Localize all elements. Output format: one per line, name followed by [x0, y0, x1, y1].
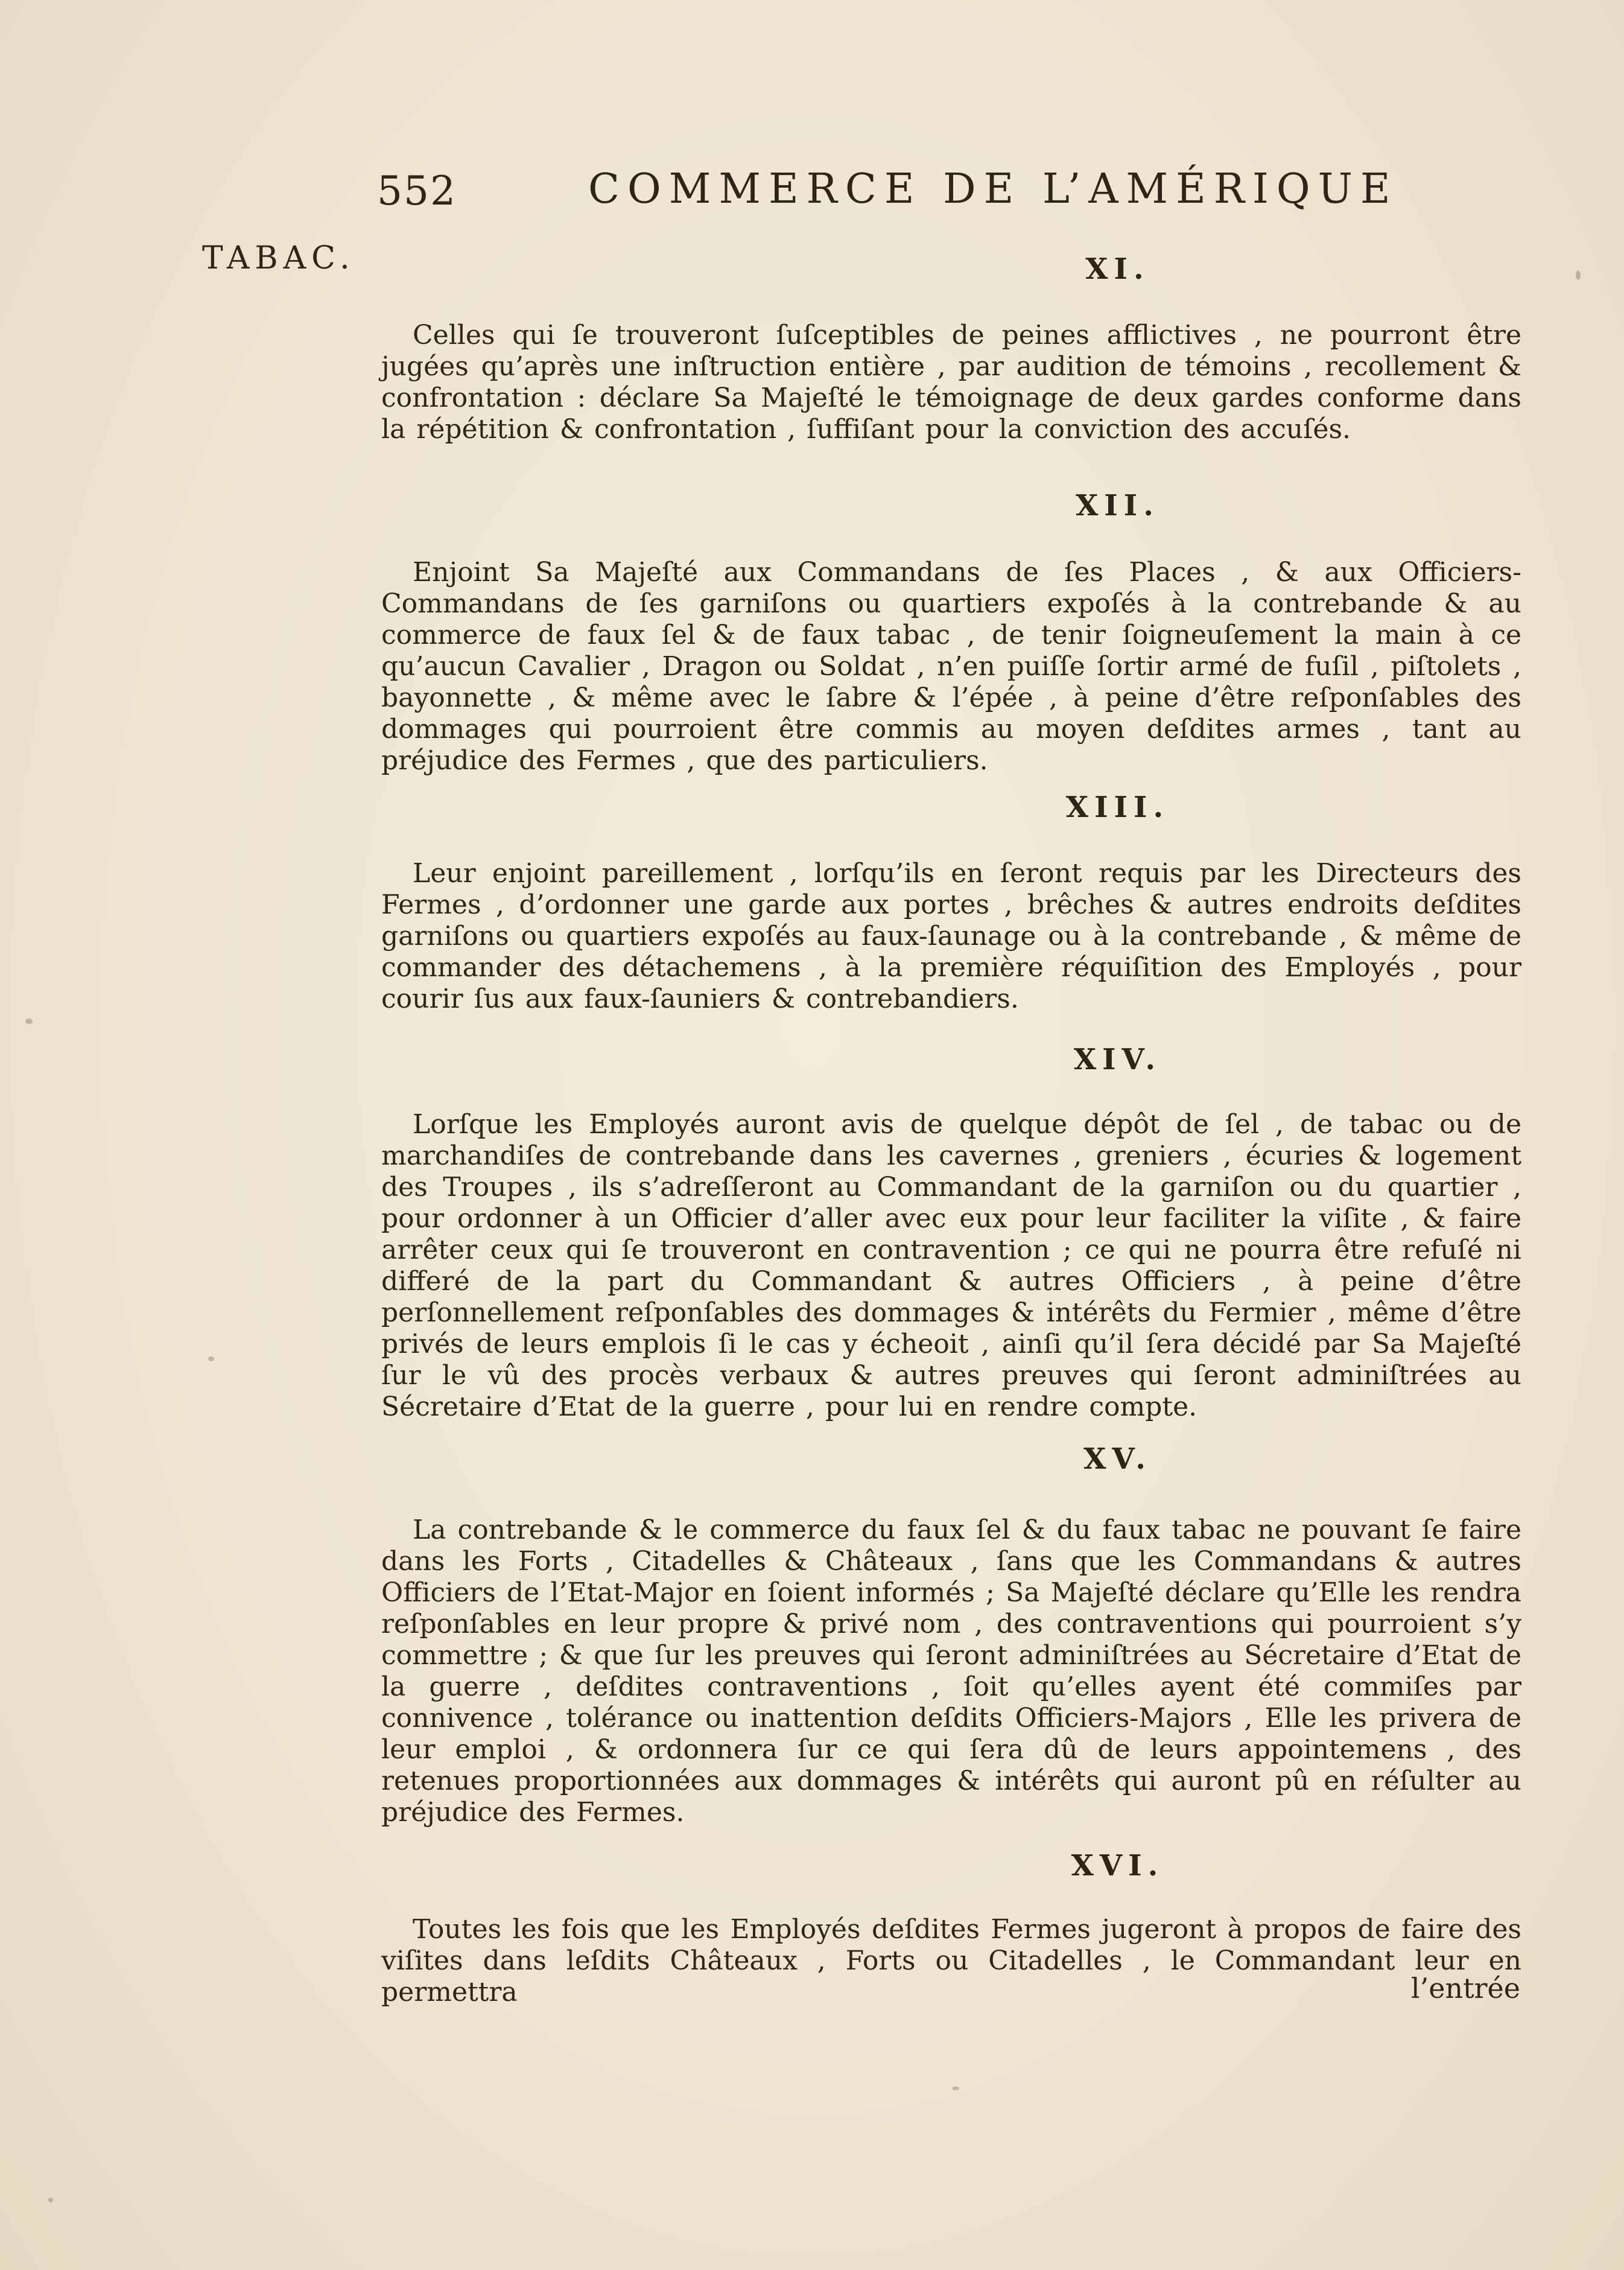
page-number: 552: [377, 168, 457, 214]
article-heading-xiii: XIII.: [1065, 790, 1170, 824]
article-heading-xii: XII.: [1076, 489, 1159, 523]
running-title: COMMERCE DE L’AMÉRIQUE: [588, 165, 1398, 213]
paper-speck: [48, 2198, 53, 2202]
article-text-xi: Celles qui ſe trouveront ſuſceptibles de peines afflictives , ne pourront être jugées qu’après une inſtruction entière , par audition de témoins , recollement & confrontation : déclare Sa Majeſté le témoignage de deux gardes conforme dans la répétition & confrontation , ſuffiſant pour la conviction des accuſés.: [381, 320, 1521, 445]
article-heading-xiv: XIV.: [1073, 1043, 1162, 1076]
article-heading-xvi: XVI.: [1071, 1849, 1164, 1883]
margin-note: TABAC.: [202, 240, 355, 276]
article-text-xvi: Toutes les fois que les Employés deſdites Fermes jugeront à propos de faire des viſites dans leſdits Châteaux , Forts ou Citadelles , le Commandant leur en permettra: [381, 1914, 1521, 2008]
article-text-xiii: Leur enjoint pareillement , lorſqu’ils en ſeront requis par les Directeurs des Fermes , d’ordonner une garde aux portes , brêches & autres endroits deſdites garniſons ou quartiers expoſés au faux-ſaunage ou à la contrebande , & même de commander des détachemens , à la première réquiſition des Employés , pour courir ſus aux faux-ſauniers & contrebandiers.: [381, 858, 1521, 1014]
paper-speck: [208, 1356, 214, 1361]
article-heading-xv: XV.: [1083, 1442, 1152, 1476]
paper-speck: [25, 1019, 33, 1024]
article-text-xv: La contrebande & le commerce du faux ſel & du faux tabac ne pouvant ſe faire dans les Forts , Citadelles & Châteaux , ſans que les Commandans & autres Officiers de l’Etat-Major en ſoient informés ; Sa Majeſté déclare qu’Elle les rendra reſponſables en leur propre & privé nom , des contraventions qui pourroient s’y commettre ; & que ſur les preuves qui ſeront adminiſtrées au Sécretaire d’Etat de la guerre , deſdites contraventions , ſoit qu’elles ayent été commiſes par connivence , tolérance ou inattention deſdits Officiers-Majors , Elle les privera de leur emploi , & ordonnera ſur ce qui ſera dû de leurs appointemens , des retenues proportionnées aux dommages & intérêts qui auront pû en réſulter au préjudice des Fermes.: [381, 1515, 1521, 1828]
article-heading-xi: XI.: [1085, 252, 1150, 286]
catchword: l’entrée: [1410, 1972, 1520, 2005]
article-text-xiv: Lorſque les Employés auront avis de quelque dépôt de ſel , de tabac ou de marchandiſes de contrebande dans les cavernes , greniers , écuries & logement des Troupes , ils s’adreſſeront au Commandant de la garniſon ou du quartier , pour ordonner à un Officier d’aller avec eux pour leur faciliter la viſite , & faire arrêter ceux qui ſe trouveront en contravention ; ce qui ne pourra être refuſé ni differé de la part du Commandant & autres Officiers , à peine d’être perſonnellement reſponſables des dommages & intérêts du Fermier , même d’être privés de leurs emplois ſi le cas y écheoit , ainſi qu’il ſera décidé par Sa Majeſté ſur le vû des procès verbaux & autres preuves qui ſeront adminiſtrées au Sécretaire d’Etat de la guerre , pour lui en rendre compte.: [381, 1109, 1521, 1422]
article-text-xii: Enjoint Sa Majeſté aux Commandans de ſes Places , & aux Officiers-Commandans de ſes garniſons ou quartiers expoſés à la contrebande & au commerce de faux ſel & de faux tabac , de tenir ſoigneuſement la main à ce qu’aucun Cavalier , Dragon ou Soldat , n’en puiſſe ſortir armé de fuſil , piſtolets , bayonnette , & même avec le ſabre & l’épée , à peine d’être reſponſables des dommages qui pourroient être commis au moyen deſdites armes , tant au préjudice des Fermes , que des particuliers.: [381, 557, 1521, 776]
paper-speck: [952, 2087, 959, 2090]
paper-speck: [1576, 270, 1581, 280]
